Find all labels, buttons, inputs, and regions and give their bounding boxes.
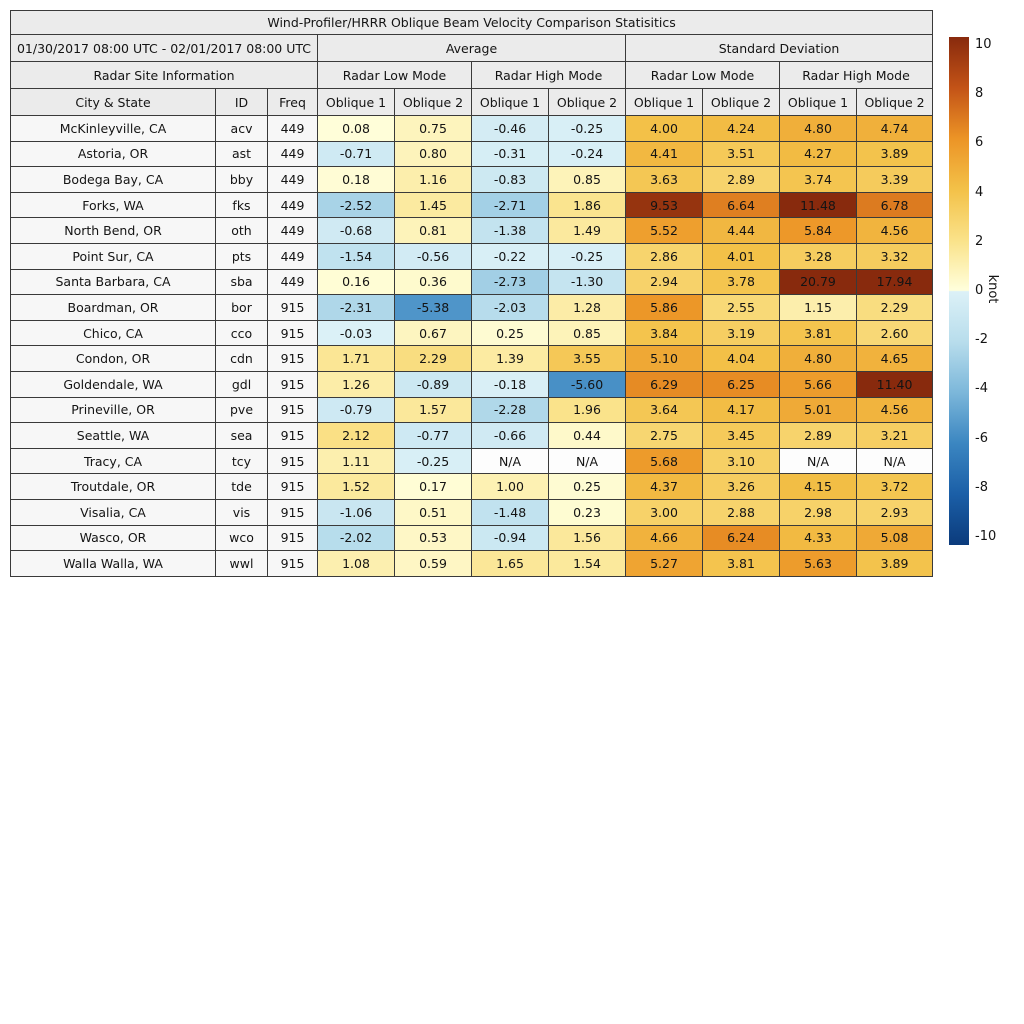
value-cell: -2.03: [472, 295, 549, 321]
value-cell: 1.08: [318, 551, 395, 577]
value-cell: 6.24: [703, 525, 780, 551]
value-cell: 0.08: [318, 116, 395, 142]
value-cell: 0.36: [395, 269, 472, 295]
value-cell: -0.25: [395, 448, 472, 474]
value-cell: 0.80: [395, 141, 472, 167]
value-cell: 3.89: [857, 551, 933, 577]
value-cell: N/A: [780, 448, 857, 474]
value-cell: 1.57: [395, 397, 472, 423]
value-cell: 0.18: [318, 167, 395, 193]
freq-cell: 449: [268, 192, 318, 218]
value-cell: -2.71: [472, 192, 549, 218]
value-cell: 3.00: [626, 499, 703, 525]
col-header-id: ID: [216, 89, 268, 116]
value-cell: 3.21: [857, 423, 933, 449]
value-cell: 2.93: [857, 499, 933, 525]
city-cell: Visalia, CA: [11, 499, 216, 525]
value-cell: 1.56: [549, 525, 626, 551]
site-id-cell: sea: [216, 423, 268, 449]
value-cell: 2.55: [703, 295, 780, 321]
value-cell: 0.44: [549, 423, 626, 449]
value-cell: 0.85: [549, 320, 626, 346]
value-cell: 3.55: [549, 346, 626, 372]
value-cell: N/A: [549, 448, 626, 474]
value-cell: -0.83: [472, 167, 549, 193]
mode-header-avg-high: Radar High Mode: [472, 62, 626, 89]
value-cell: -0.68: [318, 218, 395, 244]
value-cell: -0.31: [472, 141, 549, 167]
value-cell: 11.48: [780, 192, 857, 218]
value-cell: 5.86: [626, 295, 703, 321]
site-id-cell: bby: [216, 167, 268, 193]
value-cell: 4.80: [780, 116, 857, 142]
value-cell: 3.78: [703, 269, 780, 295]
freq-cell: 915: [268, 397, 318, 423]
colorbar-tick-label: 4: [975, 184, 984, 200]
value-cell: 5.52: [626, 218, 703, 244]
value-cell: N/A: [472, 448, 549, 474]
value-cell: 4.80: [780, 346, 857, 372]
value-cell: 2.89: [703, 167, 780, 193]
value-cell: 3.19: [703, 320, 780, 346]
site-id-cell: gdl: [216, 371, 268, 397]
freq-cell: 449: [268, 243, 318, 269]
value-cell: -1.48: [472, 499, 549, 525]
colorbar-tick-label: -6: [975, 430, 988, 446]
value-cell: 1.52: [318, 474, 395, 500]
col-header-oblique2: Oblique 2: [549, 89, 626, 116]
value-cell: 3.26: [703, 474, 780, 500]
table-row: [11, 499, 933, 525]
table-row: [11, 116, 933, 142]
value-cell: 3.28: [780, 243, 857, 269]
table-row: [11, 243, 933, 269]
table-row: [11, 371, 933, 397]
table-title: Wind-Profiler/HRRR Oblique Beam Velocity Comparison Statisitics: [11, 11, 933, 35]
value-cell: 3.45: [703, 423, 780, 449]
value-cell: 5.68: [626, 448, 703, 474]
colorbar-unit-label: knot: [985, 274, 1001, 304]
value-cell: 3.81: [703, 551, 780, 577]
value-cell: -1.38: [472, 218, 549, 244]
value-cell: -0.22: [472, 243, 549, 269]
city-cell: Forks, WA: [11, 192, 216, 218]
value-cell: 2.29: [395, 346, 472, 372]
value-cell: 11.40: [857, 371, 933, 397]
site-id-cell: oth: [216, 218, 268, 244]
value-cell: -0.25: [549, 116, 626, 142]
value-cell: 5.10: [626, 346, 703, 372]
table-row: [11, 141, 933, 167]
value-cell: 5.01: [780, 397, 857, 423]
freq-cell: 449: [268, 141, 318, 167]
col-header-oblique2: Oblique 2: [857, 89, 933, 116]
site-id-cell: bor: [216, 295, 268, 321]
table-row: [11, 192, 933, 218]
value-cell: -2.28: [472, 397, 549, 423]
value-cell: 3.51: [703, 141, 780, 167]
site-info-header: Radar Site Information: [11, 62, 318, 89]
value-cell: -2.73: [472, 269, 549, 295]
value-cell: 1.54: [549, 551, 626, 577]
colorbar-tick-label: 10: [975, 37, 992, 52]
value-cell: 4.37: [626, 474, 703, 500]
value-cell: 20.79: [780, 269, 857, 295]
col-header-oblique1: Oblique 1: [318, 89, 395, 116]
city-cell: Astoria, OR: [11, 141, 216, 167]
city-cell: Troutdale, OR: [11, 474, 216, 500]
value-cell: 0.75: [395, 116, 472, 142]
city-cell: Walla Walla, WA: [11, 551, 216, 577]
value-cell: 3.89: [857, 141, 933, 167]
freq-cell: 915: [268, 320, 318, 346]
colorbar-tick-label: -10: [975, 529, 997, 544]
freq-cell: 449: [268, 269, 318, 295]
value-cell: 1.71: [318, 346, 395, 372]
table-row: [11, 346, 933, 372]
table-row: [11, 525, 933, 551]
colorbar-tick-label: -4: [975, 381, 988, 397]
table-row: [11, 295, 933, 321]
value-cell: 1.26: [318, 371, 395, 397]
freq-cell: 915: [268, 346, 318, 372]
value-cell: 0.81: [395, 218, 472, 244]
colorbar-tick-label: -2: [975, 332, 988, 348]
group-header-average: Average: [318, 35, 626, 62]
col-header-oblique2: Oblique 2: [395, 89, 472, 116]
value-cell: 6.78: [857, 192, 933, 218]
value-cell: 1.65: [472, 551, 549, 577]
site-id-cell: tcy: [216, 448, 268, 474]
value-cell: N/A: [857, 448, 933, 474]
value-cell: 2.12: [318, 423, 395, 449]
value-cell: -1.54: [318, 243, 395, 269]
date-range: 01/30/2017 08:00 UTC - 02/01/2017 08:00 UTC: [11, 35, 318, 62]
value-cell: 4.41: [626, 141, 703, 167]
value-cell: 4.44: [703, 218, 780, 244]
freq-cell: 449: [268, 116, 318, 142]
city-cell: Wasco, OR: [11, 525, 216, 551]
value-cell: 6.29: [626, 371, 703, 397]
value-cell: 0.25: [472, 320, 549, 346]
table-row: [11, 218, 933, 244]
freq-cell: 915: [268, 474, 318, 500]
mode-header-std-low: Radar Low Mode: [626, 62, 780, 89]
table-row: [11, 423, 933, 449]
city-cell: Santa Barbara, CA: [11, 269, 216, 295]
group-header-standard-deviation: Standard Deviation: [626, 35, 933, 62]
col-header-oblique1: Oblique 1: [626, 89, 703, 116]
table-row: [11, 269, 933, 295]
value-cell: 3.32: [857, 243, 933, 269]
freq-cell: 449: [268, 167, 318, 193]
table-row: [11, 167, 933, 193]
value-cell: -0.79: [318, 397, 395, 423]
freq-cell: 915: [268, 499, 318, 525]
col-header-oblique1: Oblique 1: [472, 89, 549, 116]
freq-cell: 915: [268, 525, 318, 551]
value-cell: 5.84: [780, 218, 857, 244]
value-cell: 2.60: [857, 320, 933, 346]
value-cell: -0.77: [395, 423, 472, 449]
stats-table: [10, 10, 933, 577]
site-id-cell: pts: [216, 243, 268, 269]
value-cell: 4.56: [857, 397, 933, 423]
value-cell: -0.25: [549, 243, 626, 269]
value-cell: 4.56: [857, 218, 933, 244]
value-cell: 0.16: [318, 269, 395, 295]
table-row: [11, 320, 933, 346]
value-cell: 3.81: [780, 320, 857, 346]
city-cell: McKinleyville, CA: [11, 116, 216, 142]
value-cell: 3.74: [780, 167, 857, 193]
value-cell: 2.75: [626, 423, 703, 449]
colorbar-tick-label: 6: [975, 135, 984, 151]
value-cell: 0.51: [395, 499, 472, 525]
value-cell: 3.84: [626, 320, 703, 346]
value-cell: -0.71: [318, 141, 395, 167]
col-header-city: City & State: [11, 89, 216, 116]
value-cell: 4.74: [857, 116, 933, 142]
colorbar-gradient: [949, 37, 969, 545]
value-cell: 1.00: [472, 474, 549, 500]
value-cell: 1.96: [549, 397, 626, 423]
city-cell: Boardman, OR: [11, 295, 216, 321]
value-cell: 2.86: [626, 243, 703, 269]
freq-cell: 915: [268, 295, 318, 321]
colorbar-tick-label: 2: [975, 233, 984, 249]
value-cell: -5.38: [395, 295, 472, 321]
value-cell: 5.63: [780, 551, 857, 577]
value-cell: 0.25: [549, 474, 626, 500]
freq-cell: 449: [268, 218, 318, 244]
value-cell: 6.25: [703, 371, 780, 397]
value-cell: 5.27: [626, 551, 703, 577]
value-cell: 4.04: [703, 346, 780, 372]
value-cell: 2.89: [780, 423, 857, 449]
value-cell: 4.15: [780, 474, 857, 500]
value-cell: 0.23: [549, 499, 626, 525]
table-row: [11, 551, 933, 577]
value-cell: 1.16: [395, 167, 472, 193]
city-cell: Tracy, CA: [11, 448, 216, 474]
value-cell: 4.65: [857, 346, 933, 372]
site-id-cell: wwl: [216, 551, 268, 577]
table-row: [11, 397, 933, 423]
value-cell: 9.53: [626, 192, 703, 218]
value-cell: -5.60: [549, 371, 626, 397]
site-id-cell: ast: [216, 141, 268, 167]
value-cell: 4.01: [703, 243, 780, 269]
table-row: [11, 448, 933, 474]
value-cell: 6.64: [703, 192, 780, 218]
site-id-cell: pve: [216, 397, 268, 423]
value-cell: 0.67: [395, 320, 472, 346]
value-cell: 2.94: [626, 269, 703, 295]
city-cell: Chico, CA: [11, 320, 216, 346]
value-cell: 3.72: [857, 474, 933, 500]
value-cell: -0.94: [472, 525, 549, 551]
value-cell: 2.29: [857, 295, 933, 321]
mode-header-avg-low: Radar Low Mode: [318, 62, 472, 89]
value-cell: 1.39: [472, 346, 549, 372]
value-cell: 2.98: [780, 499, 857, 525]
city-cell: Prineville, OR: [11, 397, 216, 423]
city-cell: Point Sur, CA: [11, 243, 216, 269]
value-cell: 0.59: [395, 551, 472, 577]
value-cell: 17.94: [857, 269, 933, 295]
city-cell: Condon, OR: [11, 346, 216, 372]
value-cell: -2.52: [318, 192, 395, 218]
value-cell: -2.31: [318, 295, 395, 321]
value-cell: -1.06: [318, 499, 395, 525]
city-cell: North Bend, OR: [11, 218, 216, 244]
value-cell: 3.39: [857, 167, 933, 193]
value-cell: 3.64: [626, 397, 703, 423]
value-cell: 4.33: [780, 525, 857, 551]
freq-cell: 915: [268, 423, 318, 449]
col-header-oblique2: Oblique 2: [703, 89, 780, 116]
value-cell: -0.56: [395, 243, 472, 269]
colorbar-tick-label: 8: [975, 86, 984, 102]
value-cell: 1.15: [780, 295, 857, 321]
site-id-cell: wco: [216, 525, 268, 551]
value-cell: 0.53: [395, 525, 472, 551]
value-cell: -0.24: [549, 141, 626, 167]
site-id-cell: fks: [216, 192, 268, 218]
mode-header-std-high: Radar High Mode: [780, 62, 933, 89]
col-header-freq: Freq: [268, 89, 318, 116]
site-id-cell: cco: [216, 320, 268, 346]
site-id-cell: vis: [216, 499, 268, 525]
value-cell: 1.86: [549, 192, 626, 218]
site-id-cell: acv: [216, 116, 268, 142]
value-cell: 5.08: [857, 525, 933, 551]
value-cell: 1.28: [549, 295, 626, 321]
value-cell: -1.30: [549, 269, 626, 295]
site-id-cell: cdn: [216, 346, 268, 372]
value-cell: -0.03: [318, 320, 395, 346]
city-cell: Bodega Bay, CA: [11, 167, 216, 193]
freq-cell: 915: [268, 448, 318, 474]
city-cell: Seattle, WA: [11, 423, 216, 449]
value-cell: 4.66: [626, 525, 703, 551]
value-cell: 4.00: [626, 116, 703, 142]
value-cell: 0.17: [395, 474, 472, 500]
colorbar-tick-label: -8: [975, 479, 988, 495]
value-cell: -0.18: [472, 371, 549, 397]
value-cell: 1.11: [318, 448, 395, 474]
value-cell: 3.63: [626, 167, 703, 193]
colorbar-tick-label: 0: [975, 283, 984, 298]
value-cell: 5.66: [780, 371, 857, 397]
col-header-oblique1: Oblique 1: [780, 89, 857, 116]
value-cell: -0.46: [472, 116, 549, 142]
value-cell: 2.88: [703, 499, 780, 525]
value-cell: -2.02: [318, 525, 395, 551]
value-cell: -0.66: [472, 423, 549, 449]
freq-cell: 915: [268, 551, 318, 577]
freq-cell: 915: [268, 371, 318, 397]
value-cell: -0.89: [395, 371, 472, 397]
value-cell: 1.45: [395, 192, 472, 218]
value-cell: 4.24: [703, 116, 780, 142]
value-cell: 4.17: [703, 397, 780, 423]
table-row: [11, 474, 933, 500]
city-cell: Goldendale, WA: [11, 371, 216, 397]
value-cell: 4.27: [780, 141, 857, 167]
value-cell: 1.49: [549, 218, 626, 244]
site-id-cell: sba: [216, 269, 268, 295]
site-id-cell: tde: [216, 474, 268, 500]
value-cell: 3.10: [703, 448, 780, 474]
value-cell: 0.85: [549, 167, 626, 193]
